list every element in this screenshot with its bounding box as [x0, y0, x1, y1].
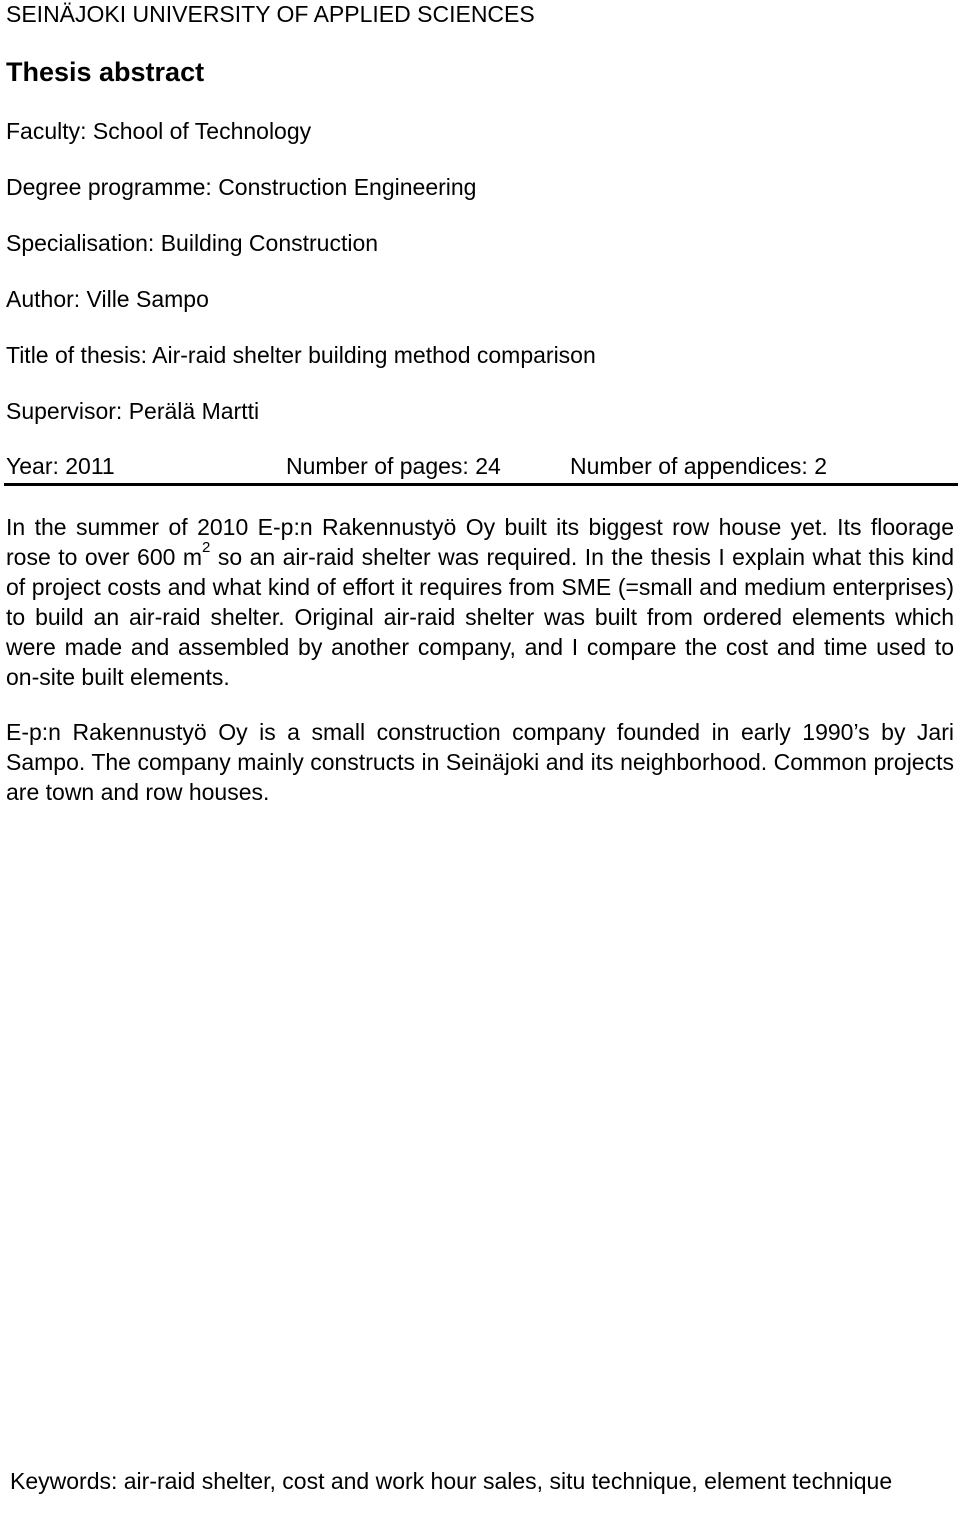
superscript-2: 2 — [202, 539, 211, 557]
degree-programme-line: Degree programme: Construction Engineering — [6, 174, 477, 200]
abstract-p1-text-a: In the summer of 2010 E-p:n Rakennustyö Oy built its biggest row house yet. Its floorage rose to over 600 m — [6, 514, 954, 570]
divider-line — [4, 483, 958, 486]
abstract-paragraph-1 — [6, 512, 954, 692]
thesis-title-line: Title of thesis: Air-raid shelter building method comparison — [6, 342, 596, 368]
document-title: Thesis abstract — [6, 57, 205, 87]
year-field: Year: 2011 — [6, 453, 115, 479]
university-name: SEINÄJOKI UNIVERSITY OF APPLIED SCIENCES — [6, 1, 535, 27]
abstract-paragraph-2: E-p:n Rakennustyö Oy is a small construction company founded in early 1990’s by Jari Sampo. The company mainly constructs in Seinäjoki and its neighborhood. Common projects are town and row houses. — [6, 719, 954, 805]
abstract-p1-text-b: so an air-raid shelter was required. In the thesis I explain what this kind of project costs and what kind of effort it requires from SME (=small and medium enterprises) to build an air-raid shelter. Original air-raid shelter was built from ordered elements which were made and assembled by another company, and I compare the cost and time used to on-site built elements. — [6, 544, 954, 690]
faculty-line: Faculty: School of Technology — [6, 118, 312, 144]
specialisation-line: Specialisation: Building Construction — [6, 230, 379, 256]
pages-field: Number of pages: 24 — [286, 453, 501, 479]
supervisor-line: Supervisor: Perälä Martti — [6, 398, 260, 424]
appendices-field: Number of appendices: 2 — [570, 453, 827, 479]
author-line: Author: Ville Sampo — [6, 286, 209, 312]
keywords: Keywords: air-raid shelter, cost and work hour sales, situ technique, element technique — [10, 1468, 893, 1494]
